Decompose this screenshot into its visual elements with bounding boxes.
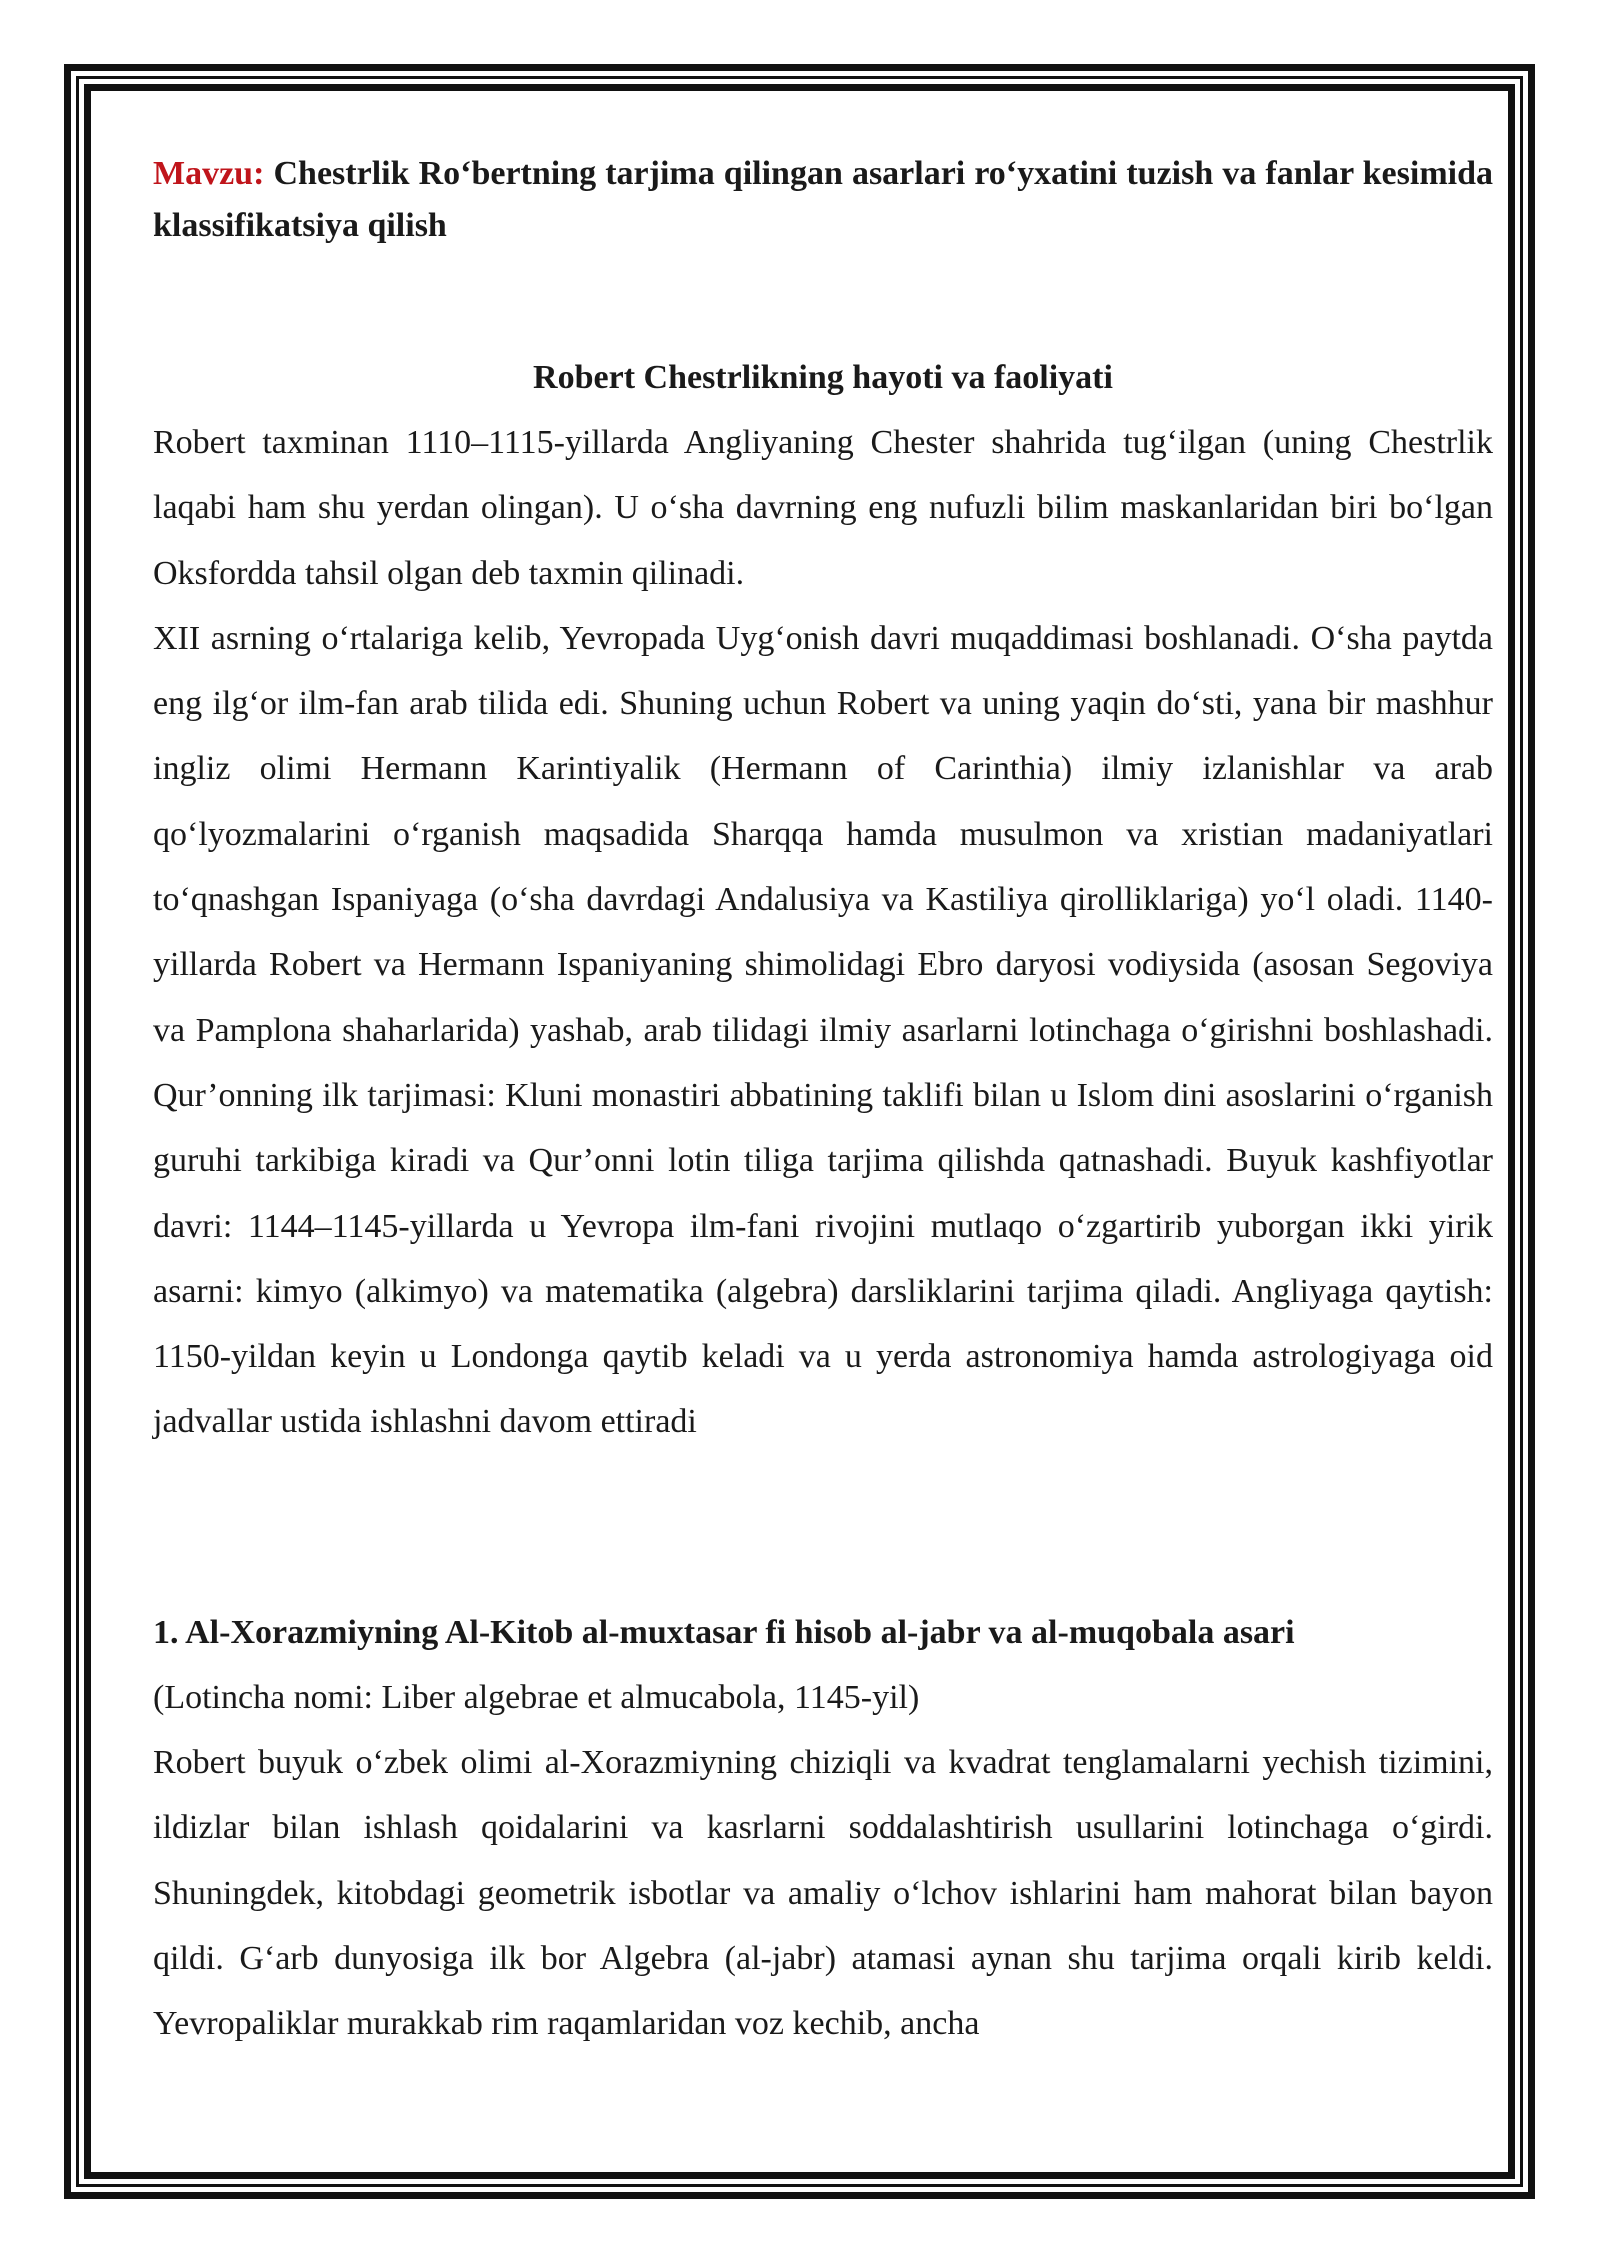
section-title: Robert Chestrlikning hayoti va faoliyati <box>533 359 1113 396</box>
work-1-paragraph: Robert buyuk o‘zbek olimi al-Xorazmiyning chiziqli va kvadrat tenglamalarni yechish tizimini, ildizlar bilan ishlash qoidalarini va kasrlarni soddalashtirish usullarini lotinchaga o‘girdi. Shuningdek, kitobdagi geometrik isbotlar va amaliy o‘lchov ishlarini ham mahorat bilan bayon qildi. G‘arb dunyosiga ilk bor Algebra (al-jabr) atamasi aynan shu tarjima orqali kirib keldi. Yevropaliklar murakkab rim raqamlaridan voz kechib, ancha <box>153 1744 1493 2043</box>
work-1-subtitle: (Lotincha nomi: Liber algebrae et almucabola, 1145-yil) <box>153 1678 920 1716</box>
document-body <box>153 148 1493 2057</box>
biography-paragraph-1: Robert taxminan 1110–1115-yillarda Angliyaning Chester shahrida tug‘ilgan (uning Chestrlik laqabi ham shu yerdan olingan). U o‘sha davrning eng nufuzli bilim maskanlaridan biri bo‘lgan Oksfordda tahsil olgan deb taxmin qilinadi. <box>153 424 1493 592</box>
biography-paragraph-2: XII asrning o‘rtalariga kelib, Yevropada Uyg‘onish davri muqaddimasi boshlanadi. O‘sha paytda eng ilg‘or ilm-fan arab tilida edi. Shuning uchun Robert va uning yaqin do‘sti, yana bir mashhur ingliz olimi Hermann Karintiyalik (Hermann of Carinthia) ilmiy izlanishlar va arab qo‘lyozmalarini o‘rganish maqsadida Sharqqa hamda musulmon va xristian madaniyatlari to‘qnashgan Ispaniyaga (o‘sha davrdagi Andalusiya va Kastiliya qirolliklariga) yo‘l oladi. 1140-yillarda Robert va Hermann Ispaniyaning shimolidagi Ebro daryosi vodiysida (asosan Segoviya va Pamplona shaharlarida) yashab, arab tilidagi ilmiy asarlarni lotinchaga o‘girishni boshlashadi. Qur’onning ilk tarjimasi: Kluni monastiri abbatining taklifi bilan u Islom dini asoslarini o‘rganish guruhi tarkibiga kiradi va Qur’onni lotin tiliga tarjima qilishda qatnashadi. Buyuk kashfiyotlar davri: 1144–1145-yillarda u Yevropa ilm-fani rivojini mutlaqo o‘zgartirib yuborgan ikki yirik asarni: kimyo (alkimyo) va matematika (algebra) darsliklarini tarjima qiladi. Angliyaga qaytish: 1150-yildan keyin u Londonga qaytib keladi va u yerda astronomiya hamda astrologiyaga oid jadvallar ustida ishlashni davom ettiradi <box>153 619 1493 1441</box>
topic-heading <box>153 148 1493 252</box>
work-1-title: 1. Al-Xorazmiyning Al-Kitob al-muxtasar fi hisob al-jabr va al-muqobala asari <box>153 1613 1295 1651</box>
topic-label: Mavzu: <box>153 155 265 192</box>
topic-text: Chestrlik Ro‘bertning tarjima qilingan asarlari ro‘yxatini tuzish va fanlar kesimida klassifikatsiya qilish <box>153 155 1493 244</box>
